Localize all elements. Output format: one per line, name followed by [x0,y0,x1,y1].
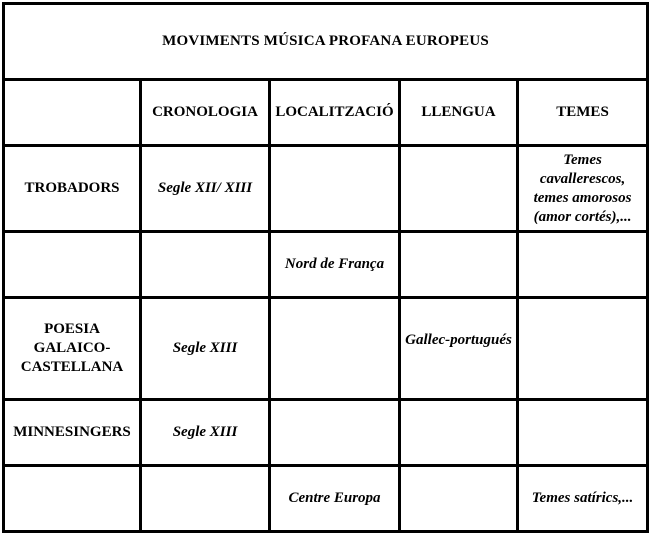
themes-cell [518,232,648,298]
language-cell [400,466,518,532]
location-cell [270,298,400,400]
movement-cell: MINNESINGERS [4,400,141,466]
header-empty-cell [4,80,141,146]
movement-cell: POESIA GALAICO-CASTELLANA [4,298,141,400]
header-row [4,80,648,146]
header-location: LOCALITZACIÓ [270,80,400,146]
chronology-cell: Segle XIII [141,400,270,466]
music-movements-table [2,2,649,533]
chronology-cell: Segle XII/ XIII [141,146,270,232]
themes-cell [518,298,648,400]
movement-cell [4,466,141,532]
language-cell [400,400,518,466]
table-row [4,466,648,532]
themes-cell: Temes satírics,... [518,466,648,532]
table-row [4,146,648,232]
header-chronology: CRONOLOGIA [141,80,270,146]
header-themes: TEMES [518,80,648,146]
location-cell [270,146,400,232]
themes-cell: Temes cavallerescos, temes amorosos (amor cortés),... [518,146,648,232]
table-title: MOVIMENTS MÚSICA PROFANA EUROPEUS [4,4,648,80]
table-row [4,232,648,298]
header-language: LLENGUA [400,80,518,146]
language-cell [400,232,518,298]
language-cell [400,146,518,232]
language-cell: Gallec-portugués [400,298,518,400]
themes-cell [518,400,648,466]
chronology-cell: Segle XIII [141,298,270,400]
location-cell: Centre Europa [270,466,400,532]
title-row [4,4,648,80]
table-row [4,298,648,400]
chronology-cell [141,232,270,298]
location-cell [270,400,400,466]
movement-cell [4,232,141,298]
table-row [4,400,648,466]
chronology-cell [141,466,270,532]
movement-cell: TROBADORS [4,146,141,232]
location-cell: Nord de França [270,232,400,298]
